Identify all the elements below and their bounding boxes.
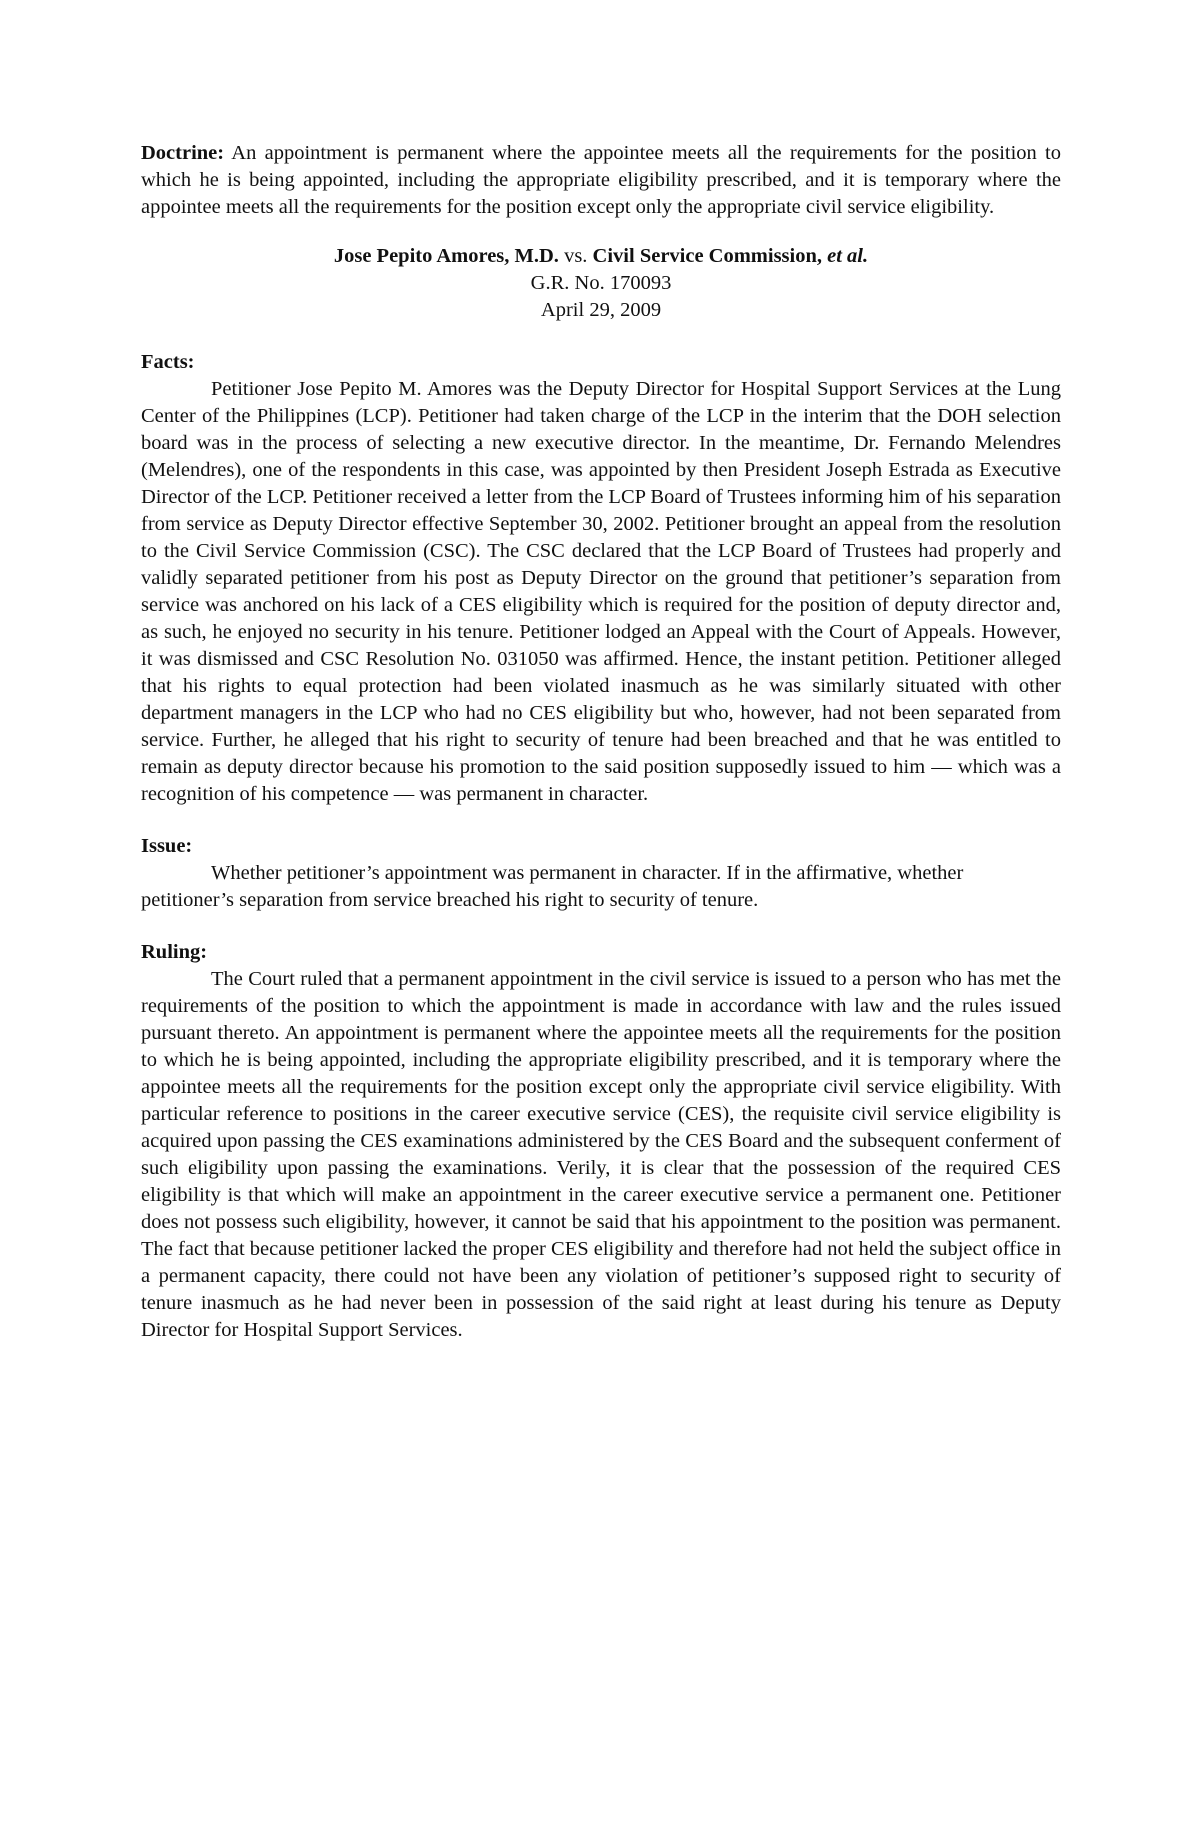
facts-text: Petitioner Jose Pepito M. Amores was the Deputy Director for Hospital Support Services at the Lung Center of the Philippines (LCP). Petitioner had taken charge of the LCP in the interim that the DOH selection board was in the process of selecting a new executive director. In the meantime, Dr. Fernando Melendres (Melendres), one of the respondents in this case, was appointed by then President Joseph Estrada as Executive Director of the LCP. Petitioner received a letter from the LCP Board of Trustees informing him of his separation from service as Deputy Director effective September 30, 2002. Petitioner brought an appeal from the resolution to the Civil Service Commission (CSC). The CSC declared that the LCP Board of Trustees had properly and validly separated petitioner from his post as Deputy Director on the ground that petitioner’s separation from service was anchored on his lack of a CES eligibility which is required for the position of deputy director and, as such, he enjoyed no security in his tenure. Petitioner lodged an Appeal with the Court of Appeals. However, it was dismissed and CSC Resolution No. 031050 was affirmed. Hence, the instant petition. Petitioner alleged that his rights to equal protection had been violated inasmuch as he was similarly situated with other department managers in the LCP who had no CES eligibility but who, however, had not been separated from service. Further, he alleged that his right to security of tenure had been breached and that he was entitled to remain as deputy director because his promotion to the said position supposedly issued to him — which was a recognition of his competence — was permanent in character. bbox=[141, 378, 1061, 805]
case-title bbox=[141, 243, 1061, 270]
case-caption bbox=[141, 243, 1061, 324]
case-et-al: et al. bbox=[827, 245, 869, 267]
doctrine-text: An appointment is permanent where the appointee meets all the requirements for the position to which he is being appointed, including the appropriate eligibility prescribed, and it is temporary where the appointee meets all the requirements for the position except only the appropriate civil service eligibility. bbox=[141, 142, 1062, 218]
doctrine-label: Doctrine: bbox=[141, 142, 225, 164]
case-versus: vs. bbox=[564, 245, 588, 267]
case-date: April 29, 2009 bbox=[540, 299, 662, 321]
ruling-heading: Ruling: bbox=[141, 941, 208, 963]
issue-text: Whether petitioner’s appointment was permanent in character. If in the affirmative, whether petitioner’s separation from service breached his right to security of tenure. bbox=[141, 862, 964, 911]
document-page bbox=[141, 140, 1061, 1344]
case-respondent: Civil Service Commission, bbox=[592, 245, 823, 267]
case-petitioner: Jose Pepito Amores, M.D. bbox=[333, 245, 559, 267]
issue-heading: Issue: bbox=[141, 835, 193, 857]
case-gr-number: G.R. No. 170093 bbox=[530, 272, 672, 294]
ruling-text: The Court ruled that a permanent appointment in the civil service is issued to a person who has met the requirements of the position to which the appointment is made in accordance with law and the rules issued pursuant thereto. An appointment is permanent where the appointee meets all the requirements for the position to which he is being appointed, including the appropriate eligibility prescribed, and it is temporary where the appointee meets all the requirements for the position except only the appropriate civil service eligibility. With particular reference to positions in the career executive service (CES), the requisite civil service eligibility is acquired upon passing the CES examinations administered by the CES Board and the subsequent conferment of such eligibility upon passing the examinations. Verily, it is clear that the possession of the required CES eligibility is that which will make an appointment in the career executive service a permanent one. Petitioner does not possess such eligibility, however, it cannot be said that his appointment to the position was permanent. The fact that because petitioner lacked the proper CES eligibility and therefore had not held the subject office in a permanent capacity, there could not have been any violation of petitioner’s supposed right to security of tenure inasmuch as he had never been in possession of the said right at least during his tenure as Deputy Director for Hospital Support Services. bbox=[141, 968, 1061, 1341]
facts-heading: Facts: bbox=[141, 351, 195, 373]
doctrine-paragraph bbox=[141, 140, 1061, 221]
